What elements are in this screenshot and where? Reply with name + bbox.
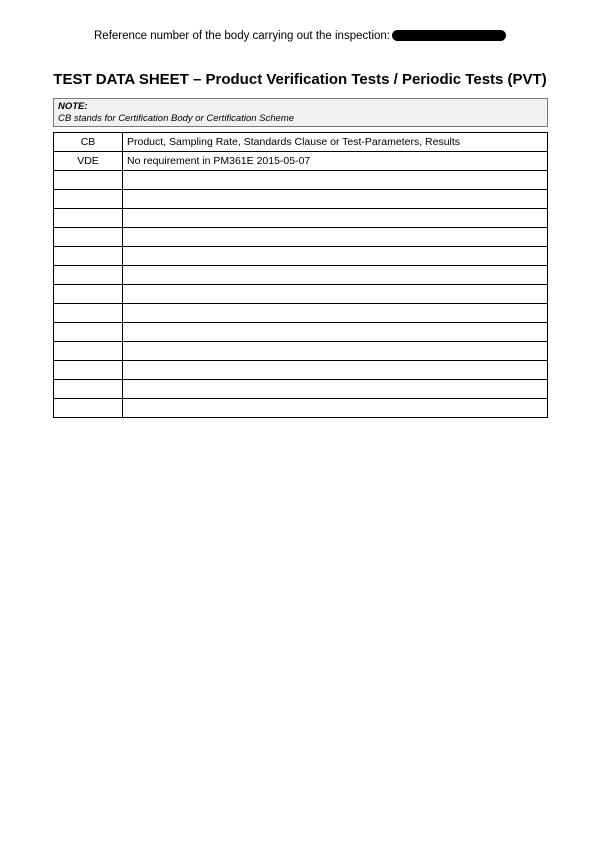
table-row — [54, 323, 548, 342]
header-details-cell: Product, Sampling Rate, Standards Clause or Test-Parameters, Results — [123, 133, 548, 152]
details-cell — [123, 380, 548, 399]
page-title: TEST DATA SHEET – Product Verification Tests / Periodic Tests (PVT) — [53, 71, 547, 88]
cb-cell — [54, 285, 123, 304]
redacted-reference-number — [392, 30, 506, 41]
details-cell — [123, 323, 548, 342]
details-cell — [123, 399, 548, 418]
details-cell: No requirement in PM361E 2015-05-07 — [123, 152, 548, 171]
cb-cell — [54, 266, 123, 285]
note-colon: : — [84, 101, 88, 112]
note-box — [53, 98, 548, 127]
cb-cell — [54, 380, 123, 399]
cb-cell — [54, 342, 123, 361]
test-data-table — [53, 132, 548, 418]
cb-cell — [54, 247, 123, 266]
table-row — [54, 190, 548, 209]
table-row — [54, 380, 548, 399]
cb-cell — [54, 323, 123, 342]
table-row — [54, 304, 548, 323]
table-row — [54, 285, 548, 304]
details-cell — [123, 247, 548, 266]
table-row — [54, 266, 548, 285]
table-row — [54, 228, 548, 247]
cb-cell: VDE — [54, 152, 123, 171]
details-cell — [123, 190, 548, 209]
reference-number-label: Reference number of the body carrying out the inspection: — [94, 30, 390, 42]
table-row — [54, 152, 548, 171]
table-row — [54, 247, 548, 266]
cb-cell — [54, 399, 123, 418]
header-cb-cell: CB — [54, 133, 123, 152]
details-cell — [123, 266, 548, 285]
table-header-row — [54, 133, 548, 152]
note-label: NOTE — [58, 101, 85, 112]
cb-cell — [54, 209, 123, 228]
cb-cell — [54, 171, 123, 190]
table-row — [54, 399, 548, 418]
details-cell — [123, 209, 548, 228]
details-cell — [123, 285, 548, 304]
cb-cell — [54, 361, 123, 380]
table-row — [54, 361, 548, 380]
table-row — [54, 209, 548, 228]
table-row — [54, 342, 548, 361]
details-cell — [123, 228, 548, 247]
details-cell — [123, 304, 548, 323]
details-cell — [123, 171, 548, 190]
details-cell — [123, 361, 548, 380]
details-cell — [123, 342, 548, 361]
note-text: CB stands for Certification Body or Certification Scheme — [58, 113, 295, 124]
reference-number-line — [0, 29, 600, 43]
cb-cell — [54, 228, 123, 247]
table-row — [54, 171, 548, 190]
cb-cell — [54, 304, 123, 323]
cb-cell — [54, 190, 123, 209]
